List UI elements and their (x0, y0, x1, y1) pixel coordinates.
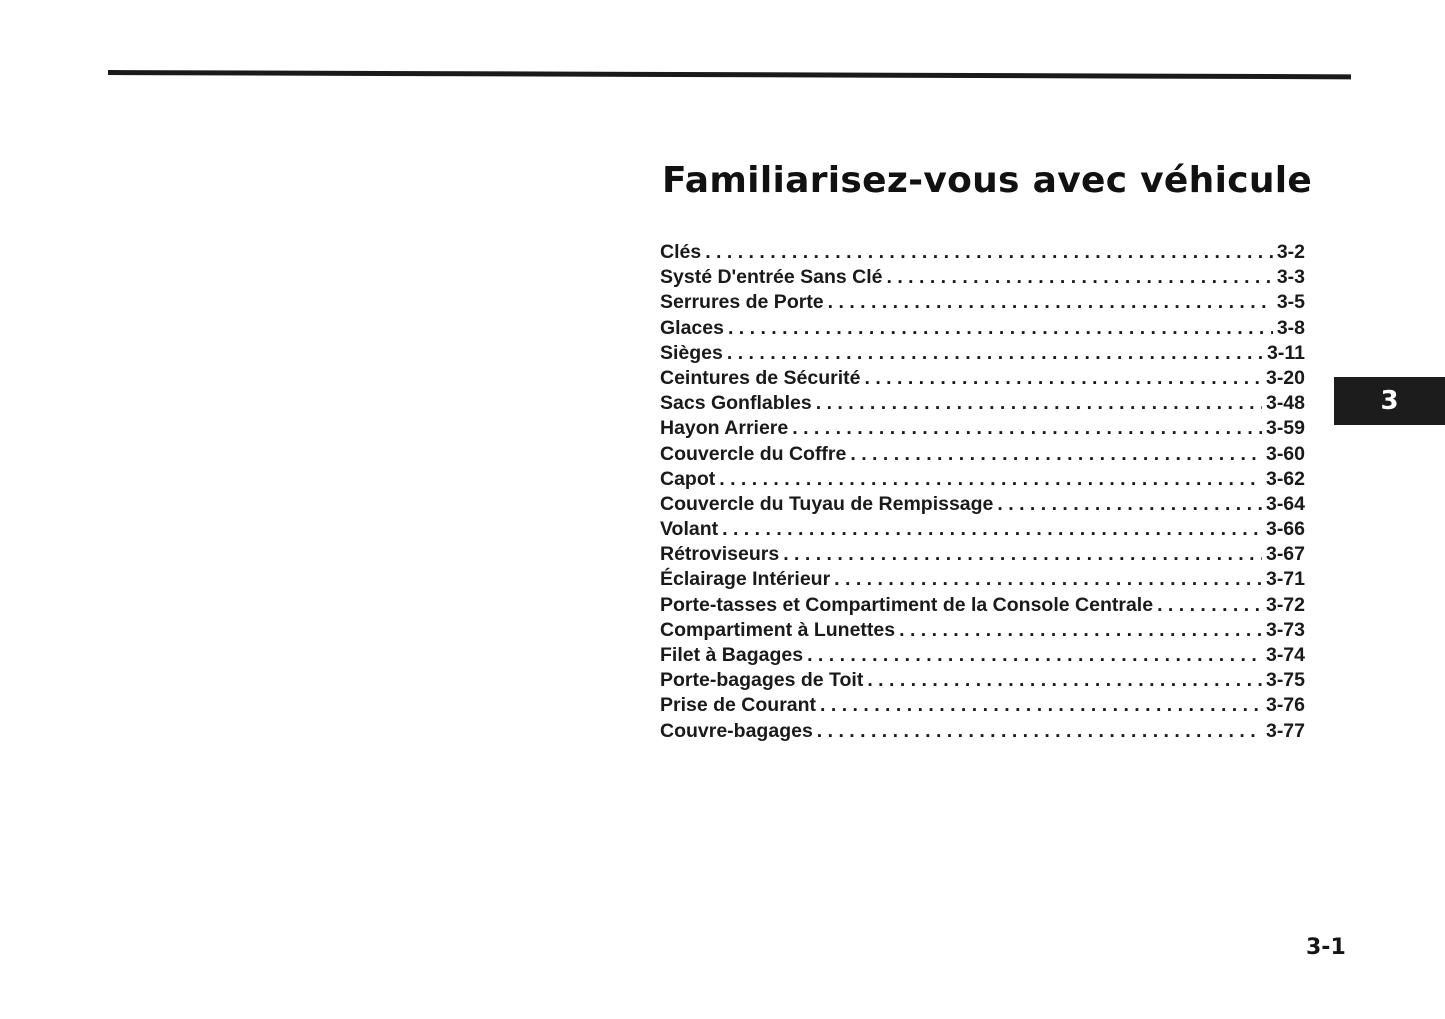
toc-entry-page: 3-72 (1265, 593, 1305, 616)
toc-entry-label: Filet à Bagages (660, 644, 804, 666)
toc-entry[interactable] (660, 316, 1305, 341)
toc-entry[interactable] (660, 693, 1305, 718)
toc-entry[interactable] (660, 593, 1305, 618)
toc-dot-leader (867, 668, 1262, 693)
toc-entry-label: Hayon Arriere (660, 417, 789, 440)
toc-entry-label: Volant (660, 518, 719, 541)
toc-entry-label: Serrures de Porte (660, 291, 824, 314)
toc-dot-leader (722, 517, 1262, 542)
toc-entry[interactable] (660, 391, 1305, 416)
toc-entry[interactable] (660, 719, 1305, 744)
toc-dot-leader (817, 719, 1262, 744)
toc-entry-label: Sacs Gonflables (660, 392, 812, 415)
toc-entry-page: 3-64 (1265, 492, 1305, 515)
toc-entry[interactable] (660, 467, 1305, 492)
toc-entry-page: 3-66 (1265, 518, 1305, 541)
toc-entry-label: Clés (660, 241, 702, 263)
toc-dot-leader (899, 618, 1262, 643)
toc-dot-leader (719, 467, 1262, 492)
toc-entry-page: 3-59 (1265, 417, 1305, 440)
toc-entry-label: Porte-tasses et Compartiment de la Console Centrale (660, 593, 1154, 616)
toc-entry-label: Capot (660, 467, 716, 490)
toc-entry-label: Systé D'entrée Sans Clé (660, 266, 883, 289)
toc-entry[interactable] (660, 567, 1305, 592)
toc-entry-label: Porte-bagages de Toit (660, 669, 864, 692)
toc-dot-leader (828, 290, 1273, 315)
toc-entry[interactable] (660, 416, 1305, 441)
toc-entry-page: 3-77 (1265, 719, 1305, 742)
table-of-contents (660, 240, 1305, 744)
toc-entry[interactable] (660, 442, 1305, 467)
toc-entry-page: 3-62 (1265, 467, 1305, 490)
toc-entry-page: 3-73 (1265, 618, 1305, 641)
chapter-title: Familiarisez-vous avec véhicule (662, 160, 1313, 201)
toc-entry-page: 3-67 (1265, 543, 1305, 566)
toc-dot-leader (1157, 593, 1262, 618)
toc-entry[interactable] (660, 643, 1305, 668)
toc-entry[interactable] (660, 341, 1305, 366)
toc-dot-leader (728, 316, 1273, 341)
header-rule (108, 70, 1351, 79)
toc-dot-leader (997, 492, 1262, 517)
toc-entry-page: 3-8 (1276, 316, 1305, 339)
toc-entry[interactable] (660, 668, 1305, 693)
toc-entry-page: 3-3 (1276, 266, 1305, 289)
toc-dot-leader (864, 366, 1261, 391)
toc-entry-label: Ceintures de Sécurité (660, 366, 861, 389)
toc-entry-label: Sièges (660, 341, 723, 364)
toc-entry-label: Glaces (660, 316, 724, 339)
toc-entry-page: 3-2 (1276, 241, 1305, 263)
toc-dot-leader (705, 240, 1273, 265)
toc-dot-leader (783, 542, 1262, 567)
toc-entry[interactable] (660, 492, 1305, 517)
page-number: 3-1 (1306, 935, 1346, 960)
toc-dot-leader (807, 643, 1262, 668)
toc-entry-page: 3-60 (1265, 442, 1305, 465)
toc-entry-page: 3-48 (1265, 392, 1305, 415)
toc-dot-leader (727, 341, 1263, 366)
toc-dot-leader (820, 693, 1262, 718)
toc-entry-page: 3-20 (1265, 366, 1305, 389)
chapter-tab[interactable]: 3 (1334, 377, 1445, 425)
toc-entry[interactable] (660, 542, 1305, 567)
toc-dot-leader (887, 265, 1273, 290)
toc-entry-page: 3-75 (1265, 669, 1305, 692)
toc-entry-page: 3-11 (1267, 341, 1305, 364)
toc-entry-label: Couvercle du Tuyau de Rempissage (660, 492, 994, 515)
toc-dot-leader (816, 391, 1262, 416)
toc-dot-leader (792, 416, 1262, 441)
toc-entry[interactable] (660, 290, 1305, 315)
toc-entry-page: 3-76 (1265, 694, 1305, 717)
toc-dot-leader (850, 442, 1262, 467)
toc-entry-label: Rétroviseurs (660, 543, 780, 566)
toc-entry[interactable] (660, 240, 1305, 265)
toc-dot-leader (834, 567, 1262, 592)
toc-entry[interactable] (660, 366, 1305, 391)
toc-entry-page: 3-74 (1265, 644, 1305, 666)
toc-entry-label: Couvre-bagages (660, 719, 813, 742)
toc-entry-label: Couvercle du Coffre (660, 442, 847, 465)
toc-entry[interactable] (660, 618, 1305, 643)
toc-entry-label: Compartiment à Lunettes (660, 618, 896, 641)
toc-entry[interactable] (660, 265, 1305, 290)
toc-entry-page: 3-71 (1265, 568, 1305, 591)
toc-entry-label: Éclairage Intérieur (660, 568, 831, 591)
toc-entry-label: Prise de Courant (660, 694, 817, 717)
toc-entry-page: 3-5 (1276, 291, 1305, 314)
toc-entry[interactable] (660, 517, 1305, 542)
